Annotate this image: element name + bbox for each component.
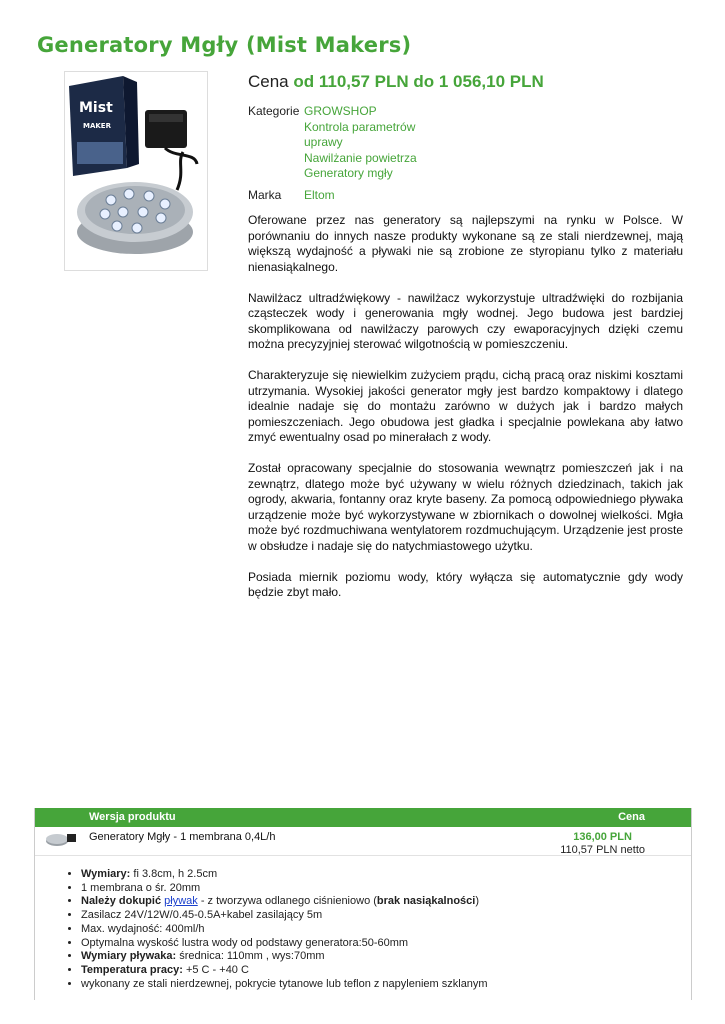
- variant-price-net: 110,57 PLN netto: [560, 844, 645, 856]
- description-paragraph: Nawilżacz ultradźwiękowy - nawilżacz wykorzystuje ultradźwięki do rozbijania cząsteczek wody i generowania mgły wodnej. Jego budowa jest bardziej skomplikowana od nawilżaczy parowych czy ewaporacyjnych dzięki czemu można precyzyjniej sterować wilgotnością w pomieszczeniu.: [248, 290, 683, 351]
- category-link-uprawy[interactable]: uprawy: [304, 135, 343, 149]
- price-value: od 110,57 PLN do 1 056,10 PLN: [293, 72, 544, 91]
- variants-table: [34, 808, 692, 1000]
- spec-item: • Temperatura pracy: +5 C - +40 C: [81, 964, 691, 978]
- page-title: Generatory Mgły (Mist Makers): [37, 33, 412, 57]
- table-row[interactable]: [35, 827, 691, 856]
- variant-price-gross: 136,00 PLN: [573, 831, 632, 843]
- categories-row: [248, 104, 683, 182]
- spec-item: • wykonany ze stali nierdzewnej, pokrycie tytanowe lub teflon z napyleniem szklanym: [81, 978, 691, 992]
- spec-item: • Zasilacz 24V/12W/0.45-0.5A+kabel zasilający 5m: [81, 909, 691, 923]
- brand-link[interactable]: Eltom: [304, 187, 335, 202]
- product-image[interactable]: [64, 71, 208, 271]
- spec-item: • Max. wydajność: 400ml/h: [81, 923, 691, 937]
- variant-name: Generatory Mgły - 1 membrana 0,4L/h: [89, 831, 276, 843]
- brand-label: Marka: [248, 187, 282, 202]
- categories-list: [304, 104, 417, 182]
- variant-price: [560, 831, 645, 857]
- variant-thumbnail: [43, 831, 79, 852]
- spec-item: • Wymiary pływaka: średnica: 110mm , wys:70mm: [81, 950, 691, 964]
- box-label-mist: Mist: [79, 100, 113, 116]
- category-link-growshop[interactable]: GROWSHOP: [304, 104, 377, 118]
- product-description: [248, 213, 683, 601]
- category-link-nawilzanie[interactable]: Nawilżanie powietrza: [304, 150, 417, 165]
- header-version: Wersja produktu: [89, 811, 176, 823]
- brand-row: [248, 188, 683, 204]
- spec-item: • Wymiary: fi 3.8cm, h 2.5cm: [81, 868, 691, 882]
- spec-item: • 1 membrana o śr. 20mm: [81, 882, 691, 896]
- category-link-generatory[interactable]: Generatory mgły: [304, 166, 393, 180]
- price-label: Cena: [248, 72, 289, 91]
- description-paragraph: Posiada miernik poziomu wody, który wyłącza się automatycznie gdy wody będzie zbyt mało.: [248, 569, 683, 599]
- variants-table-header: [35, 808, 691, 827]
- description-paragraph: Oferowane przez nas generatory są najlepszymi na rynku w Polsce. W porównaniu do innych nasze produkty wykonane są ze stali nierdzewnej, mają większą wydajność a pływaki nie są zrobione ze styropianu tylko z materiału nienasiąkalnego.: [248, 213, 683, 274]
- box-label-maker: MAKER: [83, 122, 111, 130]
- category-link-kontrola[interactable]: Kontrola parametrów: [304, 119, 416, 134]
- description-paragraph: Charakteryzuje się niewielkim zużyciem prądu, cichą pracą oraz niskimi kosztami utrzymania. Wysokiej jakości generator mgły jest bardzo kompaktowy i dlatego idealnie nadaje się do montażu zarówno w dużych jak i bardzo małych pomieszczeniach. Jego obudowa jest gładka i specjalnie powlekana aby łatwo zmyć ewentualny osad po minerałach z wody.: [248, 368, 683, 444]
- categories-label: Kategorie: [248, 104, 300, 118]
- spec-item: • Należy dokupić pływak - z tworzywa odlanego ciśnieniowo (brak nasiąkalności): [81, 895, 691, 909]
- description-paragraph: Został opracowany specjalnie do stosowania wewnątrz pomieszczeń jak i na zewnątrz, dlatego może być używany w wielu różnych dziedzinach, takich jak ogrody, akwaria, fontanny oraz kryte baseny. Za pomocą odpowiedniego pływaka urządzenie może być wykorzystywane w zbiornikach o dowolnej wielkości. Mgła może być rozdmuchiwana wentylatorem rozdmuchującym. Urządzenie jest proste w obsłudze i nadaje się do natychmiastowego użytku.: [248, 461, 683, 553]
- spec-list: [35, 856, 691, 991]
- spec-item: • Optymalna wyskość lustra wody od podstawy generatora:50-60mm: [81, 937, 691, 951]
- header-price: Cena: [618, 811, 645, 823]
- product-info: [248, 72, 683, 616]
- float-link[interactable]: pływak: [164, 895, 198, 908]
- price-range: [248, 72, 683, 92]
